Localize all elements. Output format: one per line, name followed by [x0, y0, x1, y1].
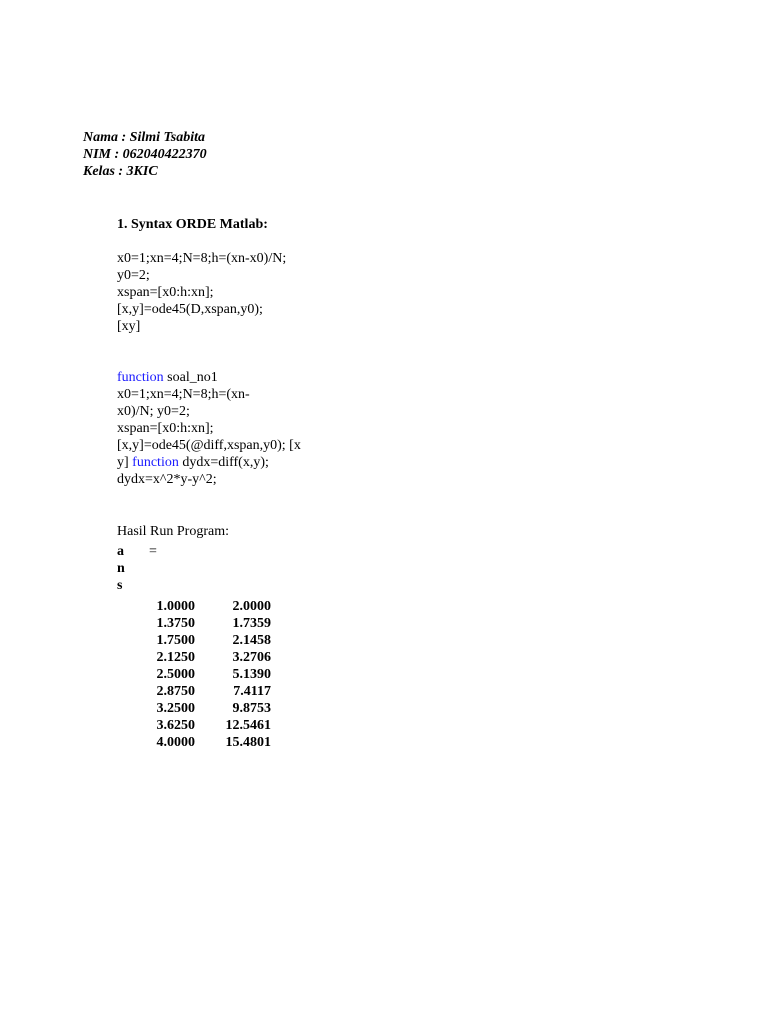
result-table	[140, 598, 290, 751]
table-row	[140, 734, 290, 751]
y-value: 15.4801	[225, 735, 271, 750]
code-block-2	[117, 369, 301, 488]
student-class: Kelas : 3KIC	[83, 164, 158, 179]
x-value: 2.1250	[156, 650, 195, 665]
code-line: [x,y]=ode45(D,xspan,y0);	[117, 302, 263, 317]
y-value: 1.7359	[232, 616, 271, 631]
code-text: dydx=diff(x,y);	[178, 455, 269, 470]
x-value: 2.8750	[156, 684, 195, 699]
code-line: x0=1;xn=4;N=8;h=(xn-	[117, 387, 250, 402]
ans-label	[117, 543, 129, 594]
code-line	[117, 454, 301, 471]
y-value: 12.5461	[225, 718, 271, 733]
equals-sign: =	[149, 544, 157, 559]
y-value: 3.2706	[232, 650, 271, 665]
code-line: xspan=[x0:h:xn];	[117, 285, 214, 300]
code-line: y0=2;	[117, 268, 150, 283]
keyword-function: function	[132, 455, 179, 470]
code-text: soal_no1	[163, 370, 218, 385]
table-row	[140, 598, 290, 615]
table-row	[140, 632, 290, 649]
code-line: xspan=[x0:h:xn];	[117, 421, 214, 436]
table-row	[140, 666, 290, 683]
y-value: 5.1390	[232, 667, 271, 682]
code-line: dydx=x^2*y-y^2;	[117, 472, 217, 487]
result-title: Hasil Run Program:	[117, 524, 229, 539]
table-row	[140, 683, 290, 700]
table-row	[140, 700, 290, 717]
y-value: 7.4117	[233, 684, 271, 699]
y-value: 9.8753	[232, 701, 271, 716]
ans-letter: s	[117, 578, 123, 593]
ans-letter: a	[117, 544, 124, 559]
code-line: [xy]	[117, 319, 141, 334]
y-value: 2.1458	[232, 633, 271, 648]
code-line	[117, 369, 301, 386]
student-identity	[83, 129, 207, 180]
table-row	[140, 615, 290, 632]
student-name: Nama : Silmi Tsabita	[83, 130, 206, 145]
code-block-1	[117, 250, 286, 335]
student-nim: NIM : 062040422370	[83, 147, 207, 162]
ans-letter: n	[117, 561, 125, 576]
x-value: 2.5000	[156, 667, 195, 682]
section-heading: 1. Syntax ORDE Matlab:	[117, 217, 268, 232]
code-line: [x,y]=ode45(@diff,xspan,y0); [x	[117, 438, 301, 453]
x-value: 3.2500	[156, 701, 195, 716]
table-row	[140, 649, 290, 666]
x-value: 4.0000	[156, 735, 195, 750]
x-value: 1.0000	[156, 599, 195, 614]
x-value: 1.7500	[156, 633, 195, 648]
table-row	[140, 717, 290, 734]
keyword-function: function	[117, 370, 164, 385]
code-text: y]	[117, 455, 133, 470]
x-value: 1.3750	[156, 616, 195, 631]
code-line: x0=1;xn=4;N=8;h=(xn-x0)/N;	[117, 251, 287, 266]
code-line: x0)/N; y0=2;	[117, 404, 190, 419]
x-value: 3.6250	[156, 718, 195, 733]
y-value: 2.0000	[232, 599, 271, 614]
